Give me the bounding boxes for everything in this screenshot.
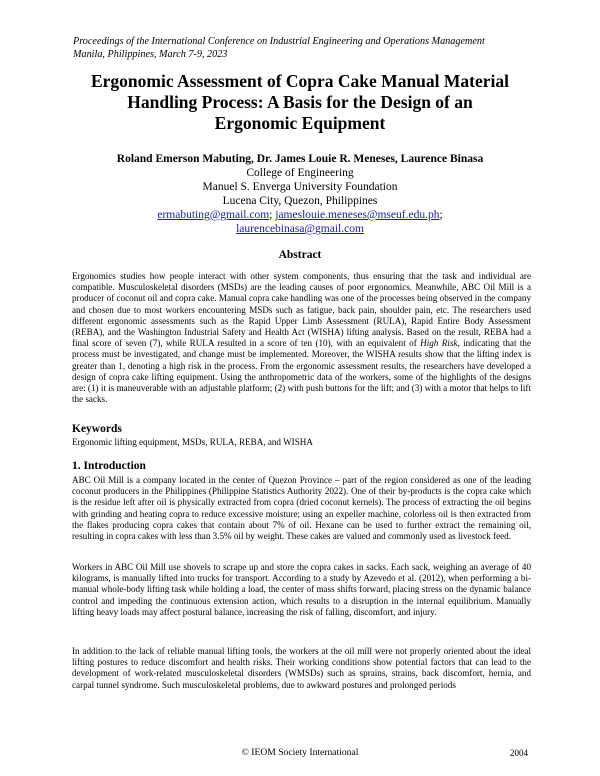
conference-header (73, 35, 533, 61)
email-link-3[interactable]: laurencebinasa@gmail.com (236, 223, 364, 235)
affiliation-location: Lucena City, Quezon, Philippines (222, 195, 378, 207)
affiliation-university: Manuel S. Enverga University Foundation (202, 181, 398, 193)
conference-name: Proceedings of the International Conference on Industrial Engineering and Operations Management (73, 36, 485, 47)
introduction-heading: 1. Introduction (72, 460, 146, 472)
email-link-2[interactable]: jameslouie.meneses@mseuf.edu.ph (275, 209, 440, 221)
intro-paragraph-3: In addition to the lack of reliable manual lifting tools, the workers at the oil mill were not properly oriented about the ideal lifting postures to reduce discomfort and health risks. Their working conditions show potential factors that can lead to the development of work-related musculoskeletal disorders (WMSDs) such as sprains, strains, back discomfort, hernia, and carpal tunnel syndrome. Such musculoskeletal problems, due to awkward postures and prolonged periods (72, 646, 531, 690)
paper-title (70, 71, 530, 134)
email-link-1[interactable]: ermabuting@gmail.com (157, 209, 270, 221)
title-line-3: Ergonomic Equipment (214, 113, 386, 133)
email-line-2 (40, 222, 560, 236)
abstract-text-italic: High Risk (420, 338, 458, 349)
email-separator-1: ; (269, 209, 276, 221)
keywords-text: Ergonomic lifting equipment, MSDs, RULA, REBA, and WISHA (72, 437, 313, 447)
abstract-text-part-1: Ergonomics studies how people interact with other system components, thus ensuring that the task and individual are compatible. Musculoskeletal disorders (MSDs) are the leading causes of poor ergonomics. Meanwhile, ABC Oil Mill is a producer of coconut oil and copra cake. Manual copra cake handling was one of the processes being observed in the company and chosen due to most workers encountering MSDs such as fatigue, back pain, shoulder pain, etc. The researchers used different ergonomic assessments such as the Rapid Upper Limb Assessment (RULA), Rapid Entire Body Assessment (REBA), and the Washington Industrial Safety and Health Act (WISHA) lifting analysis. Based on the result, REBA had a final score of seven (7), while RULA resulted in a score of ten (10), with an equivalent of (72, 271, 531, 349)
abstract-text (72, 271, 531, 405)
title-line-2: Handling Process: A Basis for the Design of an (127, 92, 473, 112)
email-line-1 (40, 208, 560, 222)
title-line-1: Ergonomic Assessment of Copra Cake Manual Material (90, 71, 510, 91)
author-block (40, 152, 560, 236)
intro-paragraph-2: Workers in ABC Oil Mill use shovels to scrape up and store the copra cakes in sacks. Each sack, weighing an average of 40 kilograms, is manually lifted into trucks for transport. According to a study by Azevedo et al. (2012), when performing a bi-manual whole-body lifting task while holding a load, the center of mass shifts forward, placing stress on the dynamic balance control and impeding the continuous extension action, which results to a disruption in the internal equilibrium. Manually lifting heavy loads may affect postural balance, increasing the risk of falling, discomfort, and injury. (72, 562, 531, 617)
abstract-heading: Abstract (278, 249, 322, 261)
page-number: 2004 (510, 748, 528, 758)
conference-location: Manila, Philippines, March 7-9, 2023 (73, 49, 228, 60)
intro-paragraph-1: ABC Oil Mill is a company located in the center of Quezon Province – part of the region considered as one of the leading coconut producers in the Philippines (Philippine Statistics Authority 2022). One of their by-products is the copra cake which is the residue left after oil is physically extracted from copra (dried coconut kernels). The process of extracting the oil begins with grinding and heating copra to reduce excessive moisture; using an expeller machine, colorless oil is then extracted from the flakes producing copra cakes that contain about 7% of oil. Hexane can be used to further extract the remaining oil, resulting in copra cakes with less than 3.5% oil by weight. These cakes are valued and commonly used as livestock feed. (72, 475, 531, 542)
abstract-text-part-2: , indicating that the process must be investigated, and change must be implemented. Moreover, the WISHA results show that the lifting index is greater than 1, denoting a high risk in the process. From the ergonomic assessment results, the researchers have developed a design of copra cake lifting equipment. Using the anthropometric data of the workers, some of the highlights of the designs are: (1) it is maneuverable with an adjustable platform; (2) with push buttons for the lift; and (3) with a motor that helps to lift the sacks. (72, 338, 531, 405)
author-names: Roland Emerson Mabuting, Dr. James Louie R. Meneses, Laurence Binasa (116, 153, 484, 165)
email-separator-2: ; (439, 209, 443, 221)
footer-copyright: © IEOM Society International (241, 747, 359, 758)
keywords-heading: Keywords (72, 423, 122, 435)
affiliation-college: College of Engineering (246, 167, 354, 179)
